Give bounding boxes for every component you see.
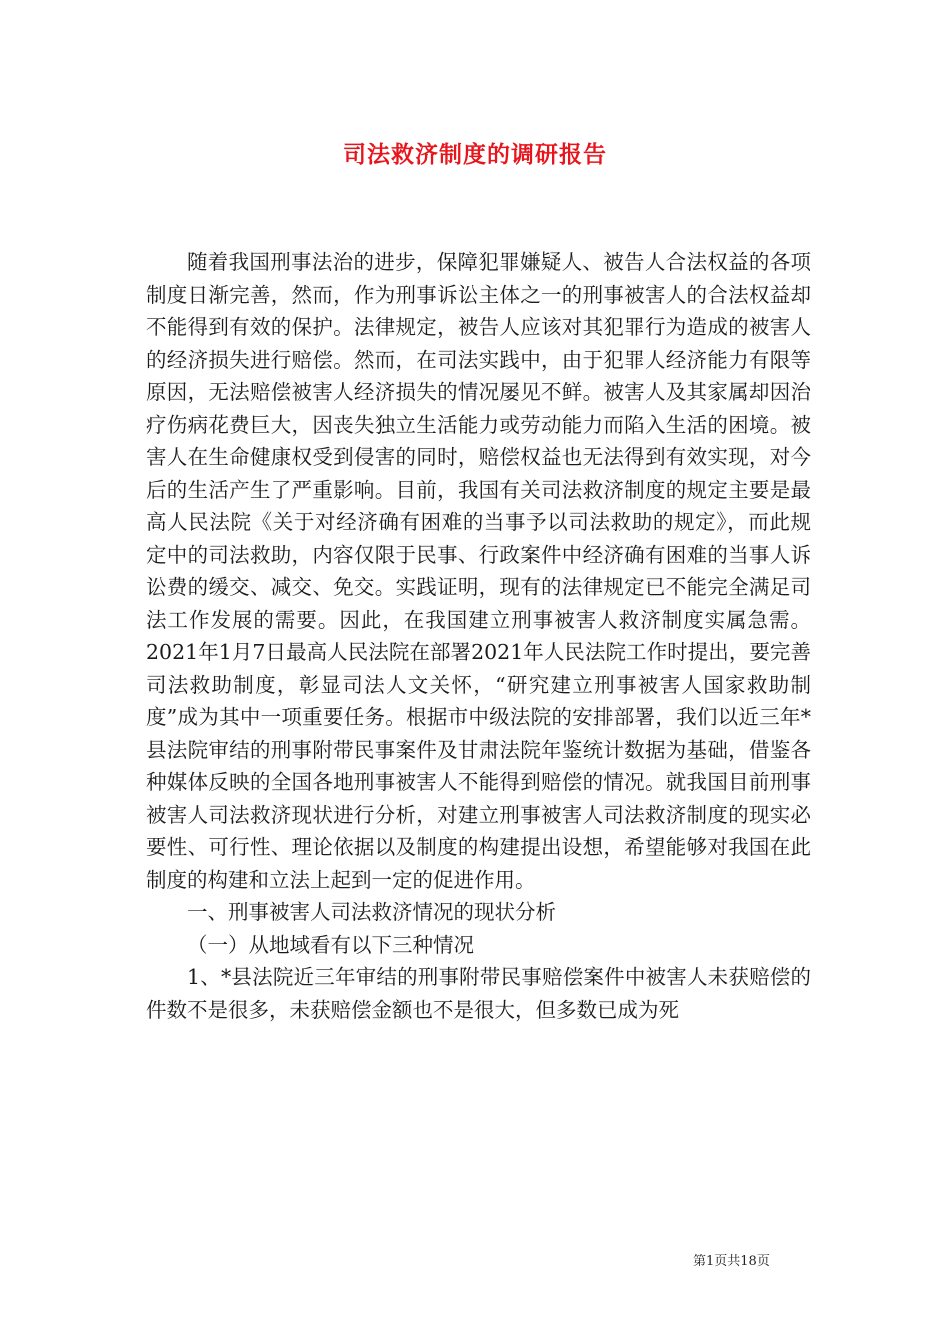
paragraph-item-1: 1、*县法院近三年审结的刑事附带民事赔偿案件中被害人未获赔偿的件数不是很多，未获赔偿金额也不是很大，但多数已成为死 <box>146 965 811 1022</box>
subsection-heading-1: （一）从地域看有以下三种情况 <box>187 932 474 957</box>
section-heading-1: 一、刑事被害人司法救济情况的现状分析 <box>187 900 556 924</box>
page-number: 第1页共18页 <box>693 1254 770 1269</box>
document-body <box>146 246 811 1026</box>
document-title: 司法救济制度的调研报告 <box>343 141 607 168</box>
paragraph-intro: 随着我国刑事法治的进步，保障犯罪嫌疑人、被告人合法权益的各项制度日渐完善，然而，作为刑事诉讼主体之一的刑事被害人的合法权益却不能得到有效的保护。法律规定，被告人应该对其犯罪行为造成的被害人的经济损失进行赔偿。然而，在司法实践中，由于犯罪人经济能力有限等原因，无法赔偿被害人经济损失的情况屡见不鲜。被害人及其家属却因治疗伤病花费巨大，因丧失独立生活能力或劳动能力而陷入生活的困境。被害人在生命健康权受到侵害的同时，赔偿权益也无法得到有效实现，对今后的生活产生了严重影响。目前，我国有关司法救济制度的规定主要是最高人民法院《关于对经济确有困难的当事予以司法救助的规定》，而此规定中的司法救助，内容仅限于民事、行政案件中经济确有困难的当事人诉讼费的缓交、减交、免交。实践证明，现有的法律规定已不能完全满足司法工作发展的需要。因此，在我国建立刑事被害人救济制度实属急需。2021年1月7日最高人民法院在部署2021年人民法院工作时提出，要完善司法救助制度，彰显司法人文关怀，“研究建立刑事被害人国家救助制度”成为其中一项重要任务。根据市中级法院的安排部署，我们以近三年*县法院审结的刑事附带民事案件及甘肃法院年鉴统计数据为基础，借鉴各种媒体反映的全国各地刑事被害人不能得到赔偿的情况。就我国目前刑事被害人司法救济现状进行分析，对建立刑事被害人司法救济制度的现实必要性、可行性、理论依据以及制度的构建提出设想，希望能够对我国在此制度的构建和立法上起到一定的促进作用。 <box>146 250 811 892</box>
